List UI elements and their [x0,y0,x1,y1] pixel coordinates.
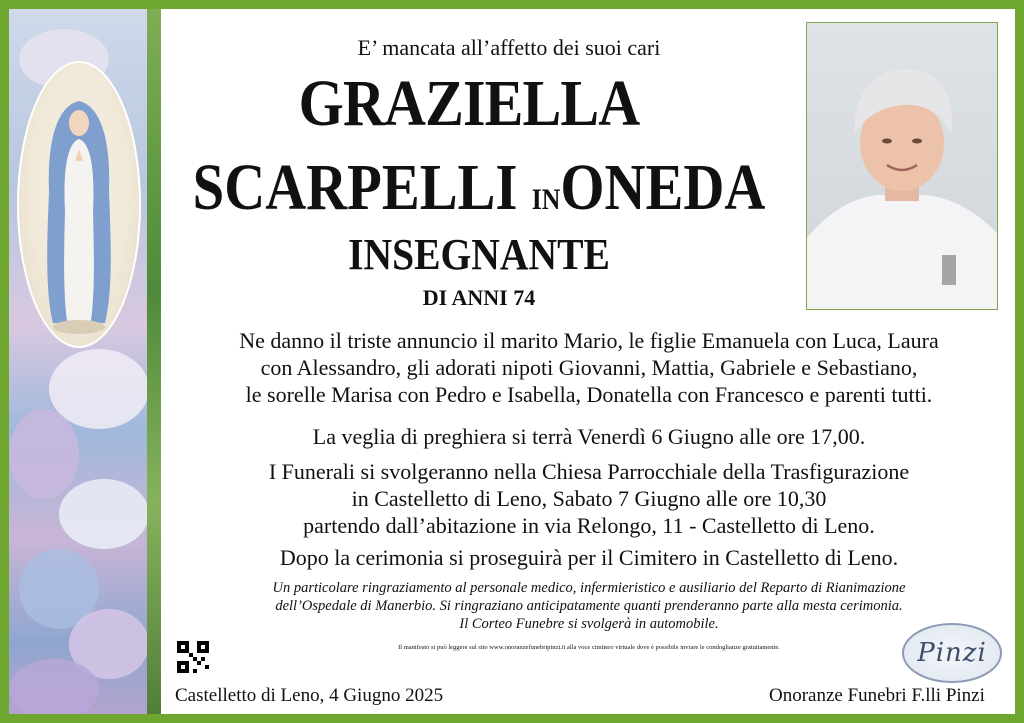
announcement-line: con Alessandro, gli adorati nipoti Giovanni, Mattia, Gabriele e Sebastiano, [260,355,918,380]
logo-text: Pinzi [917,638,987,668]
deceased-full-surname [187,151,772,224]
name-connector: IN [531,183,561,216]
thanks-line: dell’Ospedale di Manerbio. Si ringraziano anticipatamente quanti prenderanno parte alla mesta cerimonia. [275,598,903,614]
place-and-date: Castelletto di Leno, 4 Giugno 2025 [175,685,444,706]
funeral-paragraph [169,458,1009,539]
profession: INSEGNANTE [348,230,610,279]
surname: SCARPELLI [192,151,518,224]
website-note: Il manifesto si può leggere sul sito www.onoranzefunebripinzi.it alla voce cimitero virtuale dove è possibile inviare le condoglianze gratuitamente. [398,644,780,651]
funeral-line: I Funerali si svolgeranno nella Chiesa Parrocchiale della Trasfigurazione [268,459,910,484]
agency-logo [902,623,1002,683]
vigil-line: La veglia di preghiera si terrà Venerdì 6 Giugno alle ore 17,00. [312,424,866,449]
married-surname: ONEDA [560,151,766,224]
thanks-paragraph [169,579,1009,633]
qr-code-icon[interactable] [177,641,209,673]
thanks-line: Un particolare ringraziamento al personale medico, infermieristico e ausiliario del Reparto di Rianimazione [272,580,906,596]
funeral-agency: Onoranze Funebri F.lli Pinzi [769,685,985,706]
age-line: DI ANNI 74 [422,285,536,310]
madonna-image [17,61,141,348]
portrait-photo [806,22,998,310]
announcement-paragraph [169,327,1009,408]
announcement-line: Ne danno il triste annuncio il marito Mario, le figlie Emanuela con Luca, Laura [239,328,939,353]
intro-line: E’ mancata all’affetto dei suoi cari [357,35,661,60]
funeral-line: partendo dall’abitazione in via Relongo, 11 - Castelletto di Leno. [303,513,875,538]
thanks-line: Il Corteo Funebre si svolgerà in automobile. [459,616,719,632]
cemetery-line: Dopo la cerimonia si proseguirà per il Cimitero in Castelletto di Leno. [279,545,899,570]
green-leaf-strip [147,9,161,714]
funeral-line: in Castelletto di Leno, Sabato 7 Giugno alle ore 10,30 [351,486,827,511]
deceased-first-name: GRAZIELLA [298,67,640,140]
announcement-line: le sorelle Marisa con Pedro e Isabella, Donatella con Francesco e parenti tutti. [245,382,933,407]
